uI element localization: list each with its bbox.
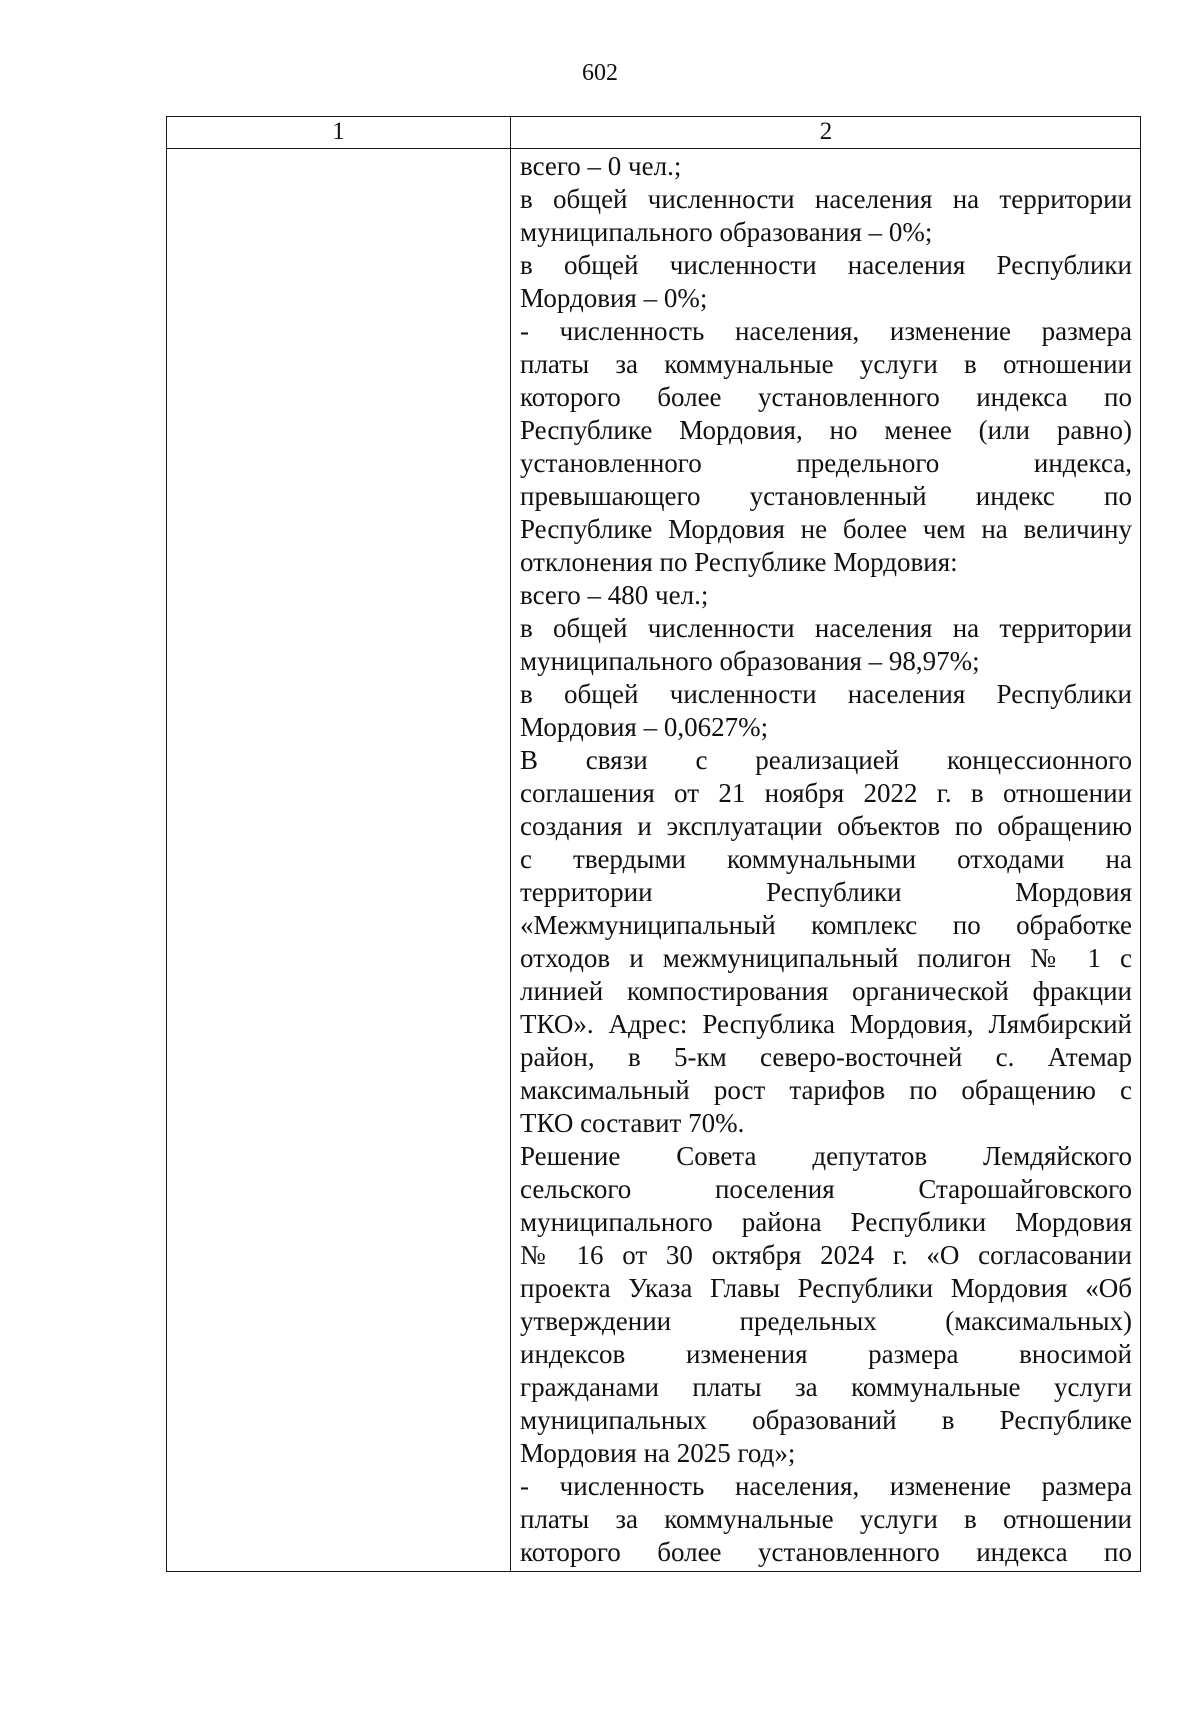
text-line: «Межмуниципальный комплекс по обработке bbox=[520, 910, 1132, 940]
text-line: в общей численности населения на территории bbox=[520, 613, 1132, 643]
text-line: муниципального района Республики Мордовия bbox=[520, 1207, 1132, 1237]
text-line: платы за коммунальные услуги в отношении bbox=[520, 1504, 1132, 1534]
text-line: проекта Указа Главы Республики Мордовия «Об bbox=[520, 1273, 1132, 1303]
text-line: ТКО составит 70%. bbox=[520, 1108, 745, 1138]
text-line: платы за коммунальные услуги в отношении bbox=[520, 349, 1132, 379]
text-line: Решение Совета депутатов Лемдяйского bbox=[520, 1141, 1132, 1171]
text-line: в общей численности населения Республики bbox=[520, 250, 1132, 280]
text-line: ТКО». Адрес: Республика Мордовия, Лямбирский bbox=[520, 1009, 1132, 1039]
table-header-row bbox=[167, 117, 1140, 149]
column-divider bbox=[510, 117, 511, 1571]
text-line: утверждении предельных (максимальных) bbox=[520, 1306, 1132, 1336]
text-line: отходов и межмуниципальный полигон № 1 с bbox=[520, 943, 1132, 973]
text-line: - численность населения, изменение размера bbox=[520, 1471, 1132, 1501]
text-line: создания и эксплуатации объектов по обращению bbox=[520, 811, 1132, 841]
text-line: в общей численности населения Республики bbox=[520, 679, 1132, 709]
text-line: территории Республики Мордовия bbox=[520, 877, 1132, 907]
text-line: муниципального образования – 0%; bbox=[520, 217, 933, 247]
text-line: Республике Мордовия не более чем на величину bbox=[520, 514, 1132, 544]
text-line: район, в 5-км северо-восточней с. Атемар bbox=[520, 1042, 1132, 1072]
column-1-cell bbox=[167, 149, 510, 1571]
column-1-header: 1 bbox=[332, 118, 345, 145]
text-line: Мордовия – 0%; bbox=[520, 283, 708, 313]
text-line: Мордовия – 0,0627%; bbox=[520, 712, 769, 742]
text-line: установленного предельного индекса, bbox=[520, 448, 1132, 478]
text-line: с твердыми коммунальными отходами на bbox=[520, 844, 1132, 874]
text-line: индексов изменения размера вносимой bbox=[520, 1339, 1132, 1369]
page-number: 602 bbox=[582, 60, 618, 86]
text-line: Республике Мордовия, но менее (или равно) bbox=[520, 415, 1132, 445]
text-line: - численность населения, изменение размера bbox=[520, 316, 1132, 346]
text-line: линией компостирования органической фракции bbox=[520, 976, 1132, 1006]
text-line: сельского поселения Старошайговского bbox=[520, 1174, 1132, 1204]
text-line: превышающего установленный индекс по bbox=[520, 481, 1132, 511]
text-line: которого более установленного индекса по bbox=[520, 382, 1132, 412]
text-line: № 16 от 30 октября 2024 г. «О согласовании bbox=[520, 1240, 1132, 1270]
text-line: В связи с реализацией концессионного bbox=[520, 745, 1132, 775]
text-line: Мордовия на 2025 год»; bbox=[520, 1438, 796, 1468]
text-line: максимальный рост тарифов по обращению с bbox=[520, 1075, 1132, 1105]
text-line: соглашения от 21 ноября 2022 г. в отношении bbox=[520, 778, 1132, 808]
text-line: муниципальных образований в Республике bbox=[520, 1405, 1132, 1435]
text-line: которого более установленного индекса по bbox=[520, 1537, 1132, 1567]
text-line: в общей численности населения на территории bbox=[520, 184, 1132, 214]
column-2-header: 2 bbox=[819, 118, 833, 145]
text-line: всего – 0 чел.; bbox=[520, 151, 682, 181]
text-line: гражданами платы за коммунальные услуги bbox=[520, 1372, 1132, 1402]
text-line: всего – 480 чел.; bbox=[520, 580, 709, 610]
text-line: отклонения по Республике Мордовия: bbox=[520, 547, 958, 577]
text-line: муниципального образования – 98,97%; bbox=[520, 646, 980, 676]
document-table bbox=[166, 116, 1141, 1572]
column-2-cell bbox=[520, 150, 1132, 1569]
